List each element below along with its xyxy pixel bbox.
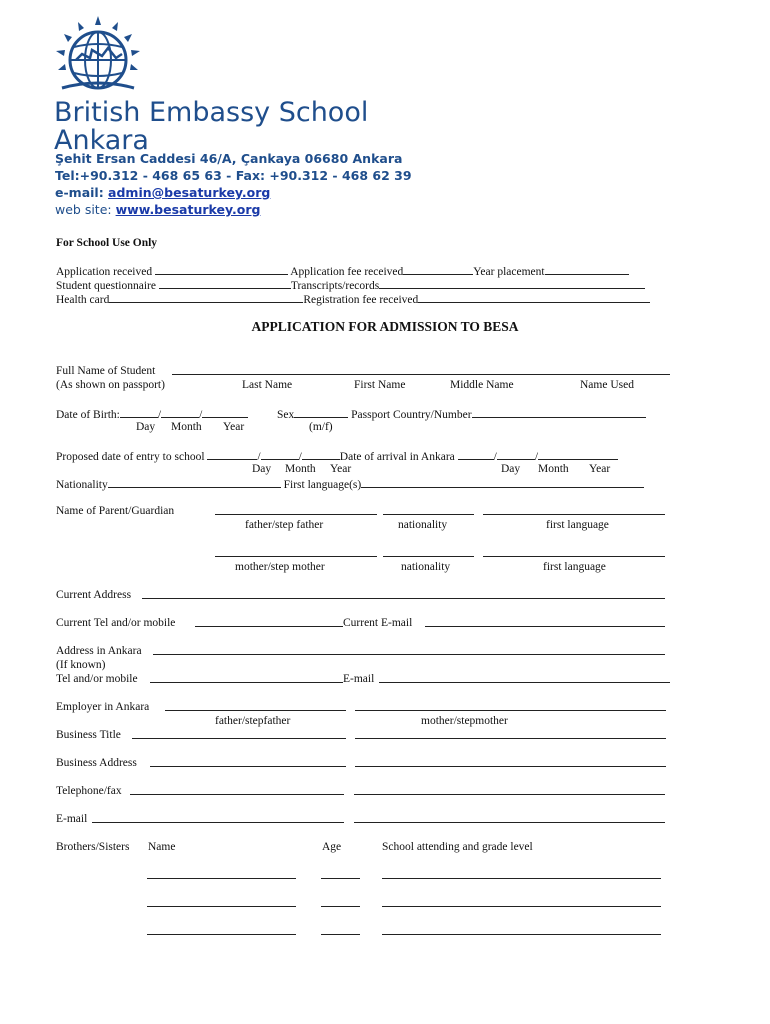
school-use-row-3 [56, 291, 650, 307]
siblings-label: Brothers/Sisters [56, 841, 130, 853]
transcripts-line[interactable] [379, 277, 645, 289]
entry-slash-1: / [257, 451, 261, 463]
first-languages-line[interactable] [361, 476, 644, 488]
employment-email-father-line[interactable] [92, 822, 344, 823]
nationality-label: Nationality [56, 479, 108, 491]
current-tel-line[interactable] [195, 626, 343, 627]
current-address-label: Current Address [56, 589, 132, 601]
school-logo [52, 14, 144, 96]
website-label: web site: [55, 202, 116, 217]
sibling-1-age-line[interactable] [321, 878, 360, 879]
application-received-label: Application received [56, 266, 153, 278]
entry-day-line[interactable] [207, 448, 257, 460]
mother-name-line[interactable] [215, 556, 377, 557]
dob-year-line[interactable] [202, 406, 248, 418]
ankara-tel-label: Tel and/or mobile [56, 673, 138, 685]
employment-email-mother-line[interactable] [354, 822, 665, 823]
application-received-line[interactable] [155, 263, 288, 275]
dob-day-caption: Day [136, 421, 156, 433]
entry-month-line[interactable] [261, 448, 299, 460]
siblings-school-header: School attending and grade level [382, 841, 533, 853]
ankara-email-label: E-mail [343, 673, 375, 685]
business-title-mother-line[interactable] [355, 738, 666, 739]
globe-sun-logo-icon [52, 14, 144, 96]
arrival-label: Date of arrival in Ankara [339, 451, 455, 463]
dob-slash-1: / [157, 409, 162, 421]
arrival-year-caption: Year [589, 463, 611, 475]
school-website-link[interactable]: www.besaturkey.org [115, 202, 261, 217]
father-language-caption: first language [546, 519, 609, 531]
sibling-3-age-line[interactable] [321, 934, 360, 935]
father-language-line[interactable] [483, 514, 665, 515]
if-known-label: (If known) [56, 659, 106, 671]
registration-fee-label: Registration fee received [303, 294, 419, 306]
mother-language-line[interactable] [483, 556, 665, 557]
sibling-1-name-line[interactable] [147, 878, 296, 879]
full-name-label: Full Name of Student [56, 365, 156, 377]
dob-year-caption: Year [223, 421, 245, 433]
passport-country-label: Passport Country/Number [351, 409, 472, 421]
current-tel-label: Current Tel and/or mobile [56, 617, 176, 629]
telephone-fax-father-line[interactable] [130, 794, 344, 795]
form-title: APPLICATION FOR ADMISSION TO BESA [251, 319, 519, 334]
ankara-tel-line[interactable] [150, 682, 343, 683]
business-title-label: Business Title [56, 729, 121, 741]
address-ankara-line[interactable] [153, 654, 665, 655]
dob-month-line[interactable] [161, 406, 199, 418]
last-name-caption: Last Name [242, 379, 293, 391]
nationality-line[interactable] [108, 476, 281, 488]
school-name-line2: Ankara [54, 125, 149, 156]
sex-line[interactable] [294, 406, 348, 418]
address-ankara-label: Address in Ankara [56, 645, 142, 657]
health-card-line[interactable] [109, 291, 303, 303]
current-address-line[interactable] [142, 598, 665, 599]
first-name-caption: First Name [354, 379, 406, 391]
mother-language-caption: first language [543, 561, 606, 573]
telephone-fax-mother-line[interactable] [354, 794, 665, 795]
business-address-father-line[interactable] [150, 766, 346, 767]
employer-father-line[interactable] [165, 710, 346, 711]
year-placement-label: Year placement [473, 266, 545, 278]
entry-year-line[interactable] [302, 448, 340, 460]
dob-day-line[interactable] [120, 406, 158, 418]
dob-slash-2: / [199, 409, 203, 421]
arrival-slash-1: / [493, 451, 497, 463]
sex-mf-caption: (m/f) [309, 421, 333, 433]
employer-mother-caption: mother/stepmother [421, 715, 508, 727]
sibling-2-age-line[interactable] [321, 906, 360, 907]
sibling-3-name-line[interactable] [147, 934, 296, 935]
school-website-row [55, 203, 260, 217]
entry-month-caption: Month [285, 463, 316, 475]
arrival-month-line[interactable] [497, 448, 535, 460]
parent-guardian-label: Name of Parent/Guardian [56, 505, 175, 517]
school-email-link[interactable]: admin@besaturkey.org [108, 185, 271, 200]
school-use-title: For School Use Only [56, 237, 158, 249]
employment-email-label: E-mail [56, 813, 88, 825]
proposed-entry-label: Proposed date of entry to school [56, 451, 205, 463]
registration-fee-line[interactable] [418, 291, 650, 303]
employer-mother-line[interactable] [355, 710, 666, 711]
arrival-year-line[interactable] [538, 448, 618, 460]
sibling-3-school-line[interactable] [382, 934, 661, 935]
year-placement-line[interactable] [545, 263, 629, 275]
entry-day-caption: Day [252, 463, 272, 475]
transcripts-label: Transcripts/records [290, 280, 380, 292]
school-name-line1: British Embassy School [54, 97, 369, 128]
sibling-1-school-line[interactable] [382, 878, 661, 879]
father-nationality-caption: nationality [398, 519, 448, 531]
mother-nationality-caption: nationality [401, 561, 451, 573]
father-name-line[interactable] [215, 514, 377, 515]
mother-nationality-line[interactable] [383, 556, 474, 557]
school-tel-fax: Tel:+90.312 - 468 65 63 - Fax: +90.312 - 468 62 39 [55, 168, 412, 183]
business-title-father-line[interactable] [132, 738, 346, 739]
as-shown-label: (As shown on passport) [56, 379, 165, 391]
employer-label: Employer in Ankara [56, 701, 150, 713]
name-used-caption: Name Used [580, 379, 634, 391]
arrival-day-line[interactable] [458, 448, 494, 460]
business-address-mother-line[interactable] [355, 766, 666, 767]
email-label: e-mail: [55, 185, 109, 200]
health-card-label: Health card [56, 294, 110, 306]
nationality-row [56, 476, 644, 492]
entry-slash-2: / [298, 451, 302, 463]
application-fee-line[interactable] [403, 263, 473, 275]
arrival-month-caption: Month [538, 463, 569, 475]
siblings-name-header: Name [148, 841, 176, 853]
sex-label: Sex [277, 409, 295, 421]
student-questionnaire-line[interactable] [159, 277, 291, 289]
full-name-line[interactable] [172, 374, 670, 375]
sibling-2-name-line[interactable] [147, 906, 296, 907]
sibling-2-school-line[interactable] [382, 906, 661, 907]
school-email-row [55, 186, 270, 200]
dob-month-caption: Month [171, 421, 202, 433]
passport-country-line[interactable] [472, 406, 646, 418]
current-email-label: Current E-mail [343, 617, 413, 629]
current-email-line[interactable] [425, 626, 665, 627]
arrival-slash-2: / [534, 451, 539, 463]
telephone-fax-label: Telephone/fax [56, 785, 122, 797]
father-nationality-line[interactable] [383, 514, 474, 515]
business-address-label: Business Address [56, 757, 137, 769]
middle-name-caption: Middle Name [450, 379, 514, 391]
father-caption: father/step father [245, 519, 324, 531]
employer-father-caption: father/stepfather [215, 715, 291, 727]
entry-year-caption: Year [330, 463, 352, 475]
dob-label: Date of Birth: [56, 409, 120, 421]
arrival-day-caption: Day [501, 463, 521, 475]
application-fee-label: Application fee received [290, 266, 404, 278]
school-address: Şehit Ersan Caddesi 46/A, Çankaya 06680 Ankara [55, 151, 403, 166]
first-languages-label: First language(s) [283, 479, 362, 491]
siblings-age-header: Age [322, 841, 342, 853]
student-questionnaire-label: Student questionnaire [56, 280, 156, 292]
mother-caption: mother/step mother [235, 561, 325, 573]
ankara-email-line[interactable] [379, 682, 670, 683]
